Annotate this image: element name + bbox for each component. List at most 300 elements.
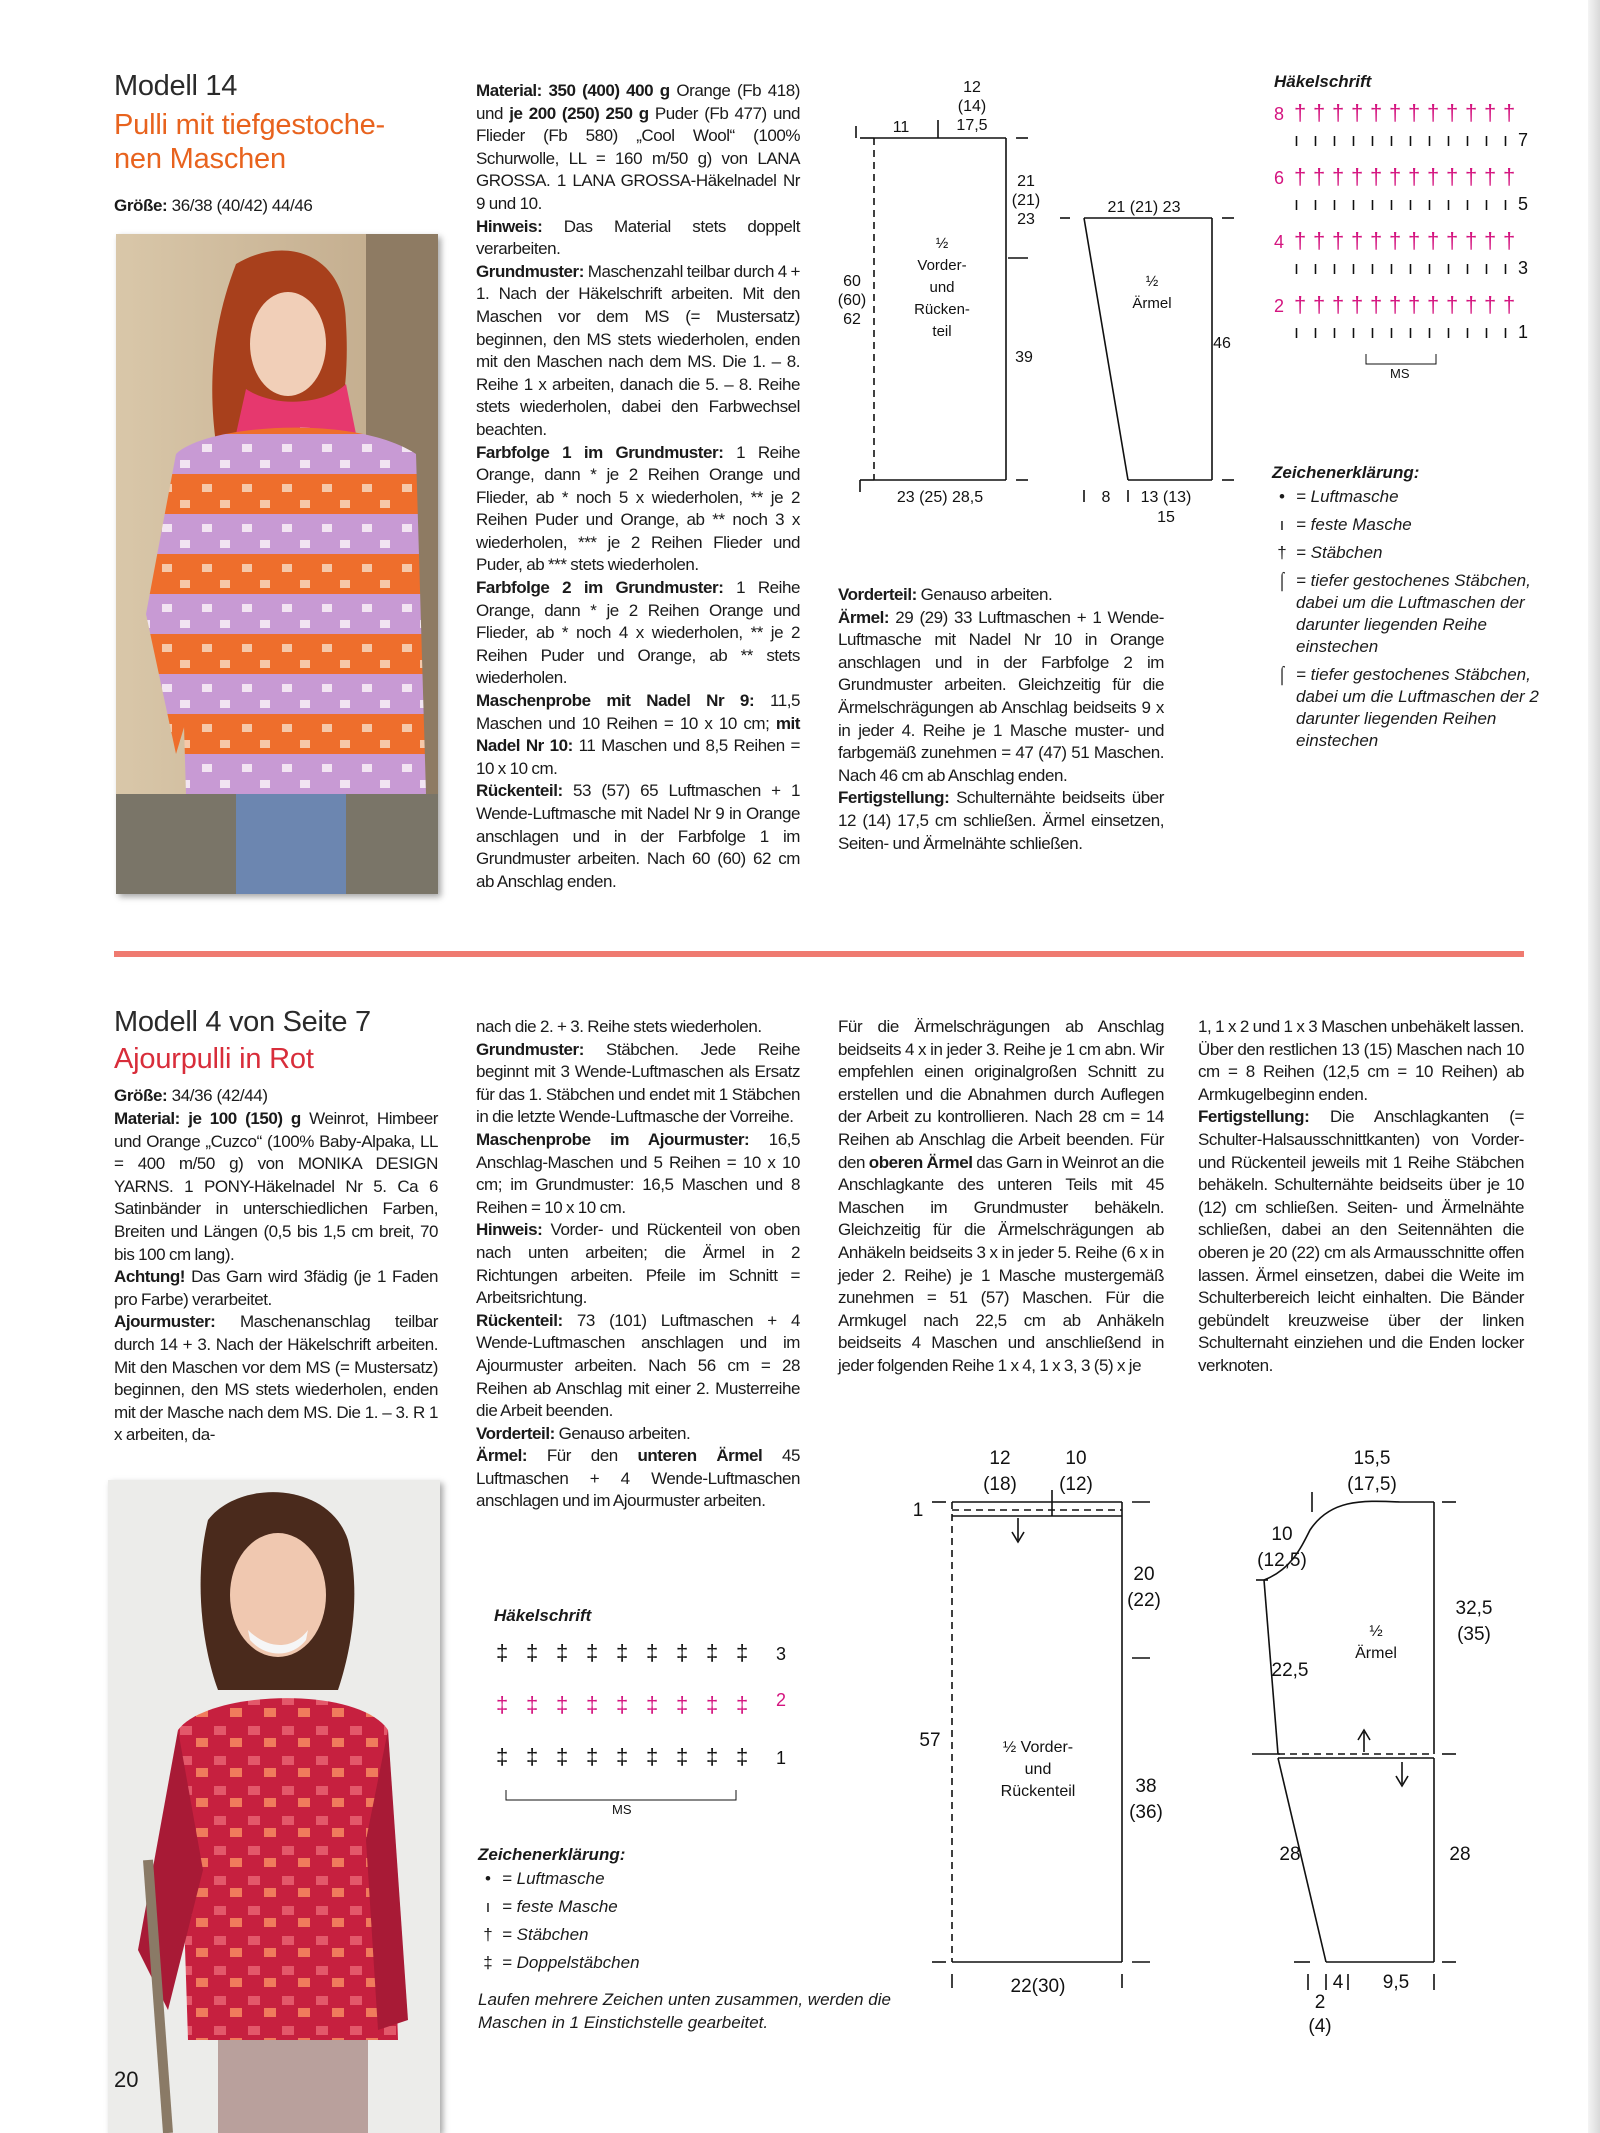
single-crochet-icon: ı [1446,258,1452,278]
body-right-h1: 20 [1133,1564,1155,1585]
single-crochet-icon: ı [1408,322,1414,342]
instruction-heading: Hinweis: [476,1220,543,1240]
modell4-crochet-chart [476,1630,806,1820]
double-crochet-icon: † [1370,100,1383,125]
sleeve-low-l: 28 [1279,1844,1301,1865]
instruction-heading: Fertigstellung: [838,788,950,808]
single-crochet-icon: ı [1279,515,1285,534]
schema-right-h-b: (21) [1011,192,1041,209]
double-crochet-icon: † [1484,228,1497,253]
schema-right-h-a: 21 [1017,173,1035,190]
legend-item [1272,570,1572,658]
part-label-3: Rücken- [914,301,970,318]
legend-item [478,1896,898,1918]
instruction-heading: Farbfolge 2 im Grundmuster: [476,578,724,598]
body-part-label-0: ½ Vorder- [1002,1739,1074,1756]
double-crochet-icon: † [1313,100,1326,125]
single-crochet-icon: ı [1465,194,1471,214]
single-crochet-icon: ı [1294,322,1300,342]
modell4-instructions-col3 [838,1016,1164,1378]
instruction-heading: Ärmel: [476,1446,528,1466]
schema-left-w: 11 [892,119,910,136]
double-crochet-icon: † [1427,164,1440,189]
instruction-heading: Ärmel: [838,607,890,627]
double-crochet-icon: † [1313,228,1326,253]
single-crochet-icon: ı [1389,322,1395,342]
schema-top-a: 12 [963,79,981,96]
legend-item [1272,542,1572,564]
body-top-a2: (18) [983,1474,1017,1495]
instruction-heading: Grundmuster: [476,261,584,281]
instruction-text: das Garn in Weinrot an die Anschlagkante des unteren Teils mit 45 Maschen im Grundmuster behäkeln. Gleichzeitig für die Ärmelschrägungen ab Anhäkeln beidseits 3 x in jeder 5. Reihe (6 x in jeder 2. Reihe) je 1 Masche mustergemäß zunehmen = 51 (57) Maschen. Für die Armkugel nach 22,5 cm ab Anhäkeln beidseits 4 Maschen und anschließend in jeder folgenden Reihe 1 x 4, 1 x 3, 3 (5) x je [838,1152,1165,1375]
modell4-text-block-3 [838,1016,1164,1378]
double-crochet-icon: † [1370,292,1383,317]
chart-row-label: 2 [776,1690,787,1710]
double-crochet-icon: † [1408,228,1421,253]
single-crochet-icon: ı [1446,130,1452,150]
double-crochet-icon: † [1484,100,1497,125]
legend-text: = tiefer gestochenes Stäbchen, dabei um die Luftmaschen der darunter liegenden Reihe einstechen [1296,571,1531,656]
double-crochet-icon: † [1313,164,1326,189]
size-label: Größe: [114,196,168,215]
part-label-2: und [929,279,955,296]
treble-crochet-icon: ‡ [646,1640,659,1665]
double-crochet-icon: † [1294,164,1307,189]
single-crochet-icon: ı [1370,130,1376,150]
modell14-schematic-drawing [830,72,1250,532]
instruction-text: Puder (Fb 477) und Flieder (Fb 580) „Cool Wool“ (100% Schurwolle, LL = 160 m/50 g) von LANA GROSSA. 1 LANA GROSSA-Häkelnadel Nr 9 und 10. [476,103,800,213]
sleeve-bottom-a: 8 [1101,489,1111,506]
part-label-4: teil [932,323,952,340]
double-crochet-icon: † [1332,228,1345,253]
instruction-text: 11 Maschen und 8,5 Reihen = 10 x 10 cm. [476,736,800,778]
instruction-text: nach die 2. + 3. Reihe stets wiederholen. [476,1017,762,1036]
single-crochet-icon: ı [1389,258,1395,278]
treble-crochet-icon: ‡ [556,1744,569,1769]
schema-top-b: (14) [957,98,987,115]
treble-crochet-icon: ‡ [586,1744,599,1769]
modell14-text-block-2 [838,584,1164,855]
modell4-text-block [114,1108,438,1447]
body-top-a: 12 [989,1448,1011,1469]
treble-crochet-icon: ‡ [676,1744,689,1769]
single-crochet-icon: ı [1503,130,1509,150]
double-crochet-icon: † [1389,100,1402,125]
double-crochet-icon: † [1277,543,1287,562]
treble-crochet-icon: ‡ [706,1692,719,1717]
instruction-heading: Material: 350 (400) 400 g [476,81,670,100]
schema-left-h-c: 62 [843,311,861,328]
size-value: 34/36 (42/44) [167,1086,268,1105]
treble-crochet-icon: ‡ [706,1744,719,1769]
double-crochet-icon: † [1465,164,1478,189]
schema-left-h-a: 60 [843,273,861,290]
single-crochet-icon: ı [1370,258,1376,278]
single-crochet-icon: ı [1351,130,1357,150]
modell14-text-block [476,80,800,893]
modell4-photo [108,1480,440,2133]
instruction-text: 1 Reihe Orange, dann * je 2 Reihen Orange und Flieder, ab * noch 5 x wiederholen, ** je 2 Reihen Puder und Orange, ab ** noch 3 x wiederholen, *** je 2 Reihen Flieder und Puder, ab *** stets wiederholen. [476,442,800,575]
double-crochet-icon: † [1465,100,1478,125]
treble-crochet-icon: ‡ [496,1640,509,1665]
double-crochet-icon: † [1389,228,1402,253]
single-crochet-icon: ı [1313,194,1319,214]
instruction-text: 1 Reihe Orange, dann * je 2 Reihen Orange und Flieder, ab * noch 4 x wiederholen, ** je 2 Reihen Puder und Orange, ab ** stets wiederholen. [476,578,800,688]
double-crochet-icon: † [1503,100,1516,125]
legend-text: = tiefer gestochenes Stäbchen, dabei um die Luftmaschen der 2 darunter liegenden Reihen einstechen [1296,665,1539,750]
woman-sweater-photo [116,234,438,894]
sleeve-label-0: ½ [1369,1623,1383,1640]
modell14-legend [1272,462,1572,758]
legend-text: = Stäbchen [502,1925,589,1944]
sleeve-b2: 4 [1332,1972,1344,1993]
modell4-title: Modell 4 von Seite 7 [114,1006,371,1038]
body-right-h1b: (22) [1127,1590,1161,1611]
treble-crochet-icon: ‡ [586,1692,599,1717]
single-crochet-icon: ı [1446,322,1452,342]
chart-row-label: 5 [1518,194,1529,214]
double-crochet-icon: † [1332,292,1345,317]
sleeve-cap-b: (12,5) [1257,1550,1307,1571]
treble-crochet-icon: ‡ [483,1953,493,1972]
modell4-size [114,1086,268,1106]
treble-crochet-icon: ‡ [646,1692,659,1717]
instruction-text: Die Anschlagkanten (= Schulter-Halsausschnittkanten) von Vorder- und Rückenteil jeweils mit 1 Reihe Stäbchen behäkeln. Schulternähte beidseits über je 10 (12) cm schließen. Seiten- und Ärmelnähte schließen, dabei an den Seitennähten die oberen je 20 (22) cm als Armausschnitte offen lassen. Ärmel einsetzen, dabei die Weite im Schulterbereich leicht einhalten. Die Bänder gebündelt kreuzweise über der linken Schulternaht einziehen und die Enden locker verknoten. [1198,1107,1524,1375]
instruction-text: Genauso arbeiten. [916,585,1053,604]
single-crochet-icon: ı [1313,258,1319,278]
double-crochet-icon: † [1351,164,1364,189]
single-crochet-icon: ı [1427,322,1433,342]
legend-text: = feste Masche [502,1897,618,1916]
modell4-instructions-col2 [476,1016,800,1513]
treble-crochet-icon: ‡ [736,1692,749,1717]
single-crochet-icon: ı [1313,322,1319,342]
single-crochet-icon: ı [1408,258,1414,278]
chart-row-label: 2 [1274,296,1285,316]
instruction-text: Für den [527,1446,638,1466]
modell14-photo [116,234,438,894]
modell4-instructions-col1 [114,1108,438,1447]
double-crochet-icon: † [483,1925,493,1944]
legend-item [478,1868,898,1890]
chart-row-label: 1 [1518,322,1529,342]
instruction-heading: Vorderteil: [476,1423,555,1443]
single-crochet-icon: ı [1484,130,1490,150]
instruction-text: 1, 1 x 2 und 1 x 3 Maschen unbehäkelt lassen. Über den restlichen 13 (15) Maschen nach 10 cm = 8 Reihen (12,5 cm = 10 Reihen) ab Armkugelbeginn enden. [1198,1017,1524,1104]
modell4-body-schematic-drawing [900,1440,1180,2040]
body-top-b2: (12) [1059,1474,1093,1495]
instruction-text: Maschenanschlag teilbar durch 14 + 3. Nach der Häkelschrift arbeiten. Mit den Maschen vor dem MS (= Mustersatz) beginnen, den MS stets wiederholen, enden mit der Masche nach dem MS. Die 1. – 3. R 1 x arbeiten, da- [114,1312,438,1445]
double-crochet-icon: † [1446,164,1459,189]
double-crochet-icon: † [1446,292,1459,317]
legend-item [478,1952,898,1974]
double-crochet-icon: † [1294,228,1307,253]
repeat-bracket [1366,354,1436,364]
single-crochet-icon: ı [1427,194,1433,214]
modell14-chart-title: Häkelschrift [1274,72,1372,91]
instruction-heading: Material: je 100 (150) g [114,1109,301,1128]
modell4-text-block-2 [476,1016,800,1513]
single-crochet-icon: ı [1332,258,1338,278]
legend-title: Zeichenerklärung: [478,1845,626,1864]
body-left-h: 57 [919,1730,941,1751]
section-divider [114,951,1524,957]
instruction-text: 53 (57) 65 Luftmaschen + 1 Wende-Luftmasche mit Nadel Nr 9 in Orange anschlagen und in der Farbfolge 1 im Grundmuster arbeiten. Nach 60 (60) 62 cm ab Anschlag enden. [476,781,800,891]
sleeve-h1: 32,5 [1455,1598,1493,1619]
double-crochet-icon: † [1370,228,1383,253]
sleeve-b1: 2 [1314,1992,1326,2013]
modell4-sleeve-schematic [1250,1440,1540,2040]
modell4-instructions-col4 [1198,1016,1524,1378]
body-top-b: 10 [1065,1448,1087,1469]
body-right-h2: 38 [1135,1776,1157,1797]
instruction-text: Stäbchen. Jede Reihe beginnt mit 3 Wende-Luftmaschen als Ersatz für das 1. Stäbchen und endet mit 1 Stäbchen in die letzte Wende-Luftmasche der Vorreihe. [476,1039,800,1127]
double-crochet-icon: † [1465,292,1478,317]
part-label-0: ½ [935,235,949,252]
instruction-text: Schulternähte beidseits über 12 (14) 17,5 cm schließen. Ärmel einsetzen, Seiten- und Ärmelnähte schließen. [838,788,1164,853]
repeat-label: MS [1390,366,1410,381]
instruction-text: Vorder- und Rückenteil von oben nach unten arbeiten; die Ärmel in 2 Richtungen arbeiten. Pfeile im Schnitt = Arbeitsrichtung. [476,1220,800,1308]
single-crochet-icon: ı [485,1897,491,1916]
treble-crochet-icon: ‡ [676,1640,689,1665]
instruction-text: Genauso arbeiten. [554,1423,691,1443]
single-crochet-icon: ı [1351,322,1357,342]
single-crochet-icon: ı [1465,322,1471,342]
modell14-subtitle [114,108,385,176]
treble-crochet-icon: ‡ [526,1640,539,1665]
modell4-legend [478,1844,898,2034]
chart-row-label: 6 [1274,168,1285,188]
part-label-1: Vorder- [917,257,967,274]
double-crochet-icon: † [1465,228,1478,253]
sleeve-label-1: Ärmel [1355,1645,1397,1662]
treble-crochet-icon: ‡ [556,1640,569,1665]
legend-item [1272,664,1572,752]
modell4-body-schematic [900,1440,1180,2040]
instruction-heading: Rückenteil: [476,781,563,801]
deeper-stitch-icon: ⌠ [1276,665,1288,684]
double-crochet-icon: † [1389,164,1402,189]
body-bottom-w: 22(30) [1010,1976,1066,1997]
modell14-instructions-col2 [838,584,1164,855]
single-crochet-icon: ı [1351,258,1357,278]
treble-crochet-icon: ‡ [616,1744,629,1769]
treble-crochet-icon: ‡ [736,1640,749,1665]
chart-row-label: 1 [776,1748,787,1768]
legend-item [1272,486,1572,508]
legend-note: Laufen mehrere Zeichen unten zusammen, werden die Maschen in 1 Einstichstelle gearbeitet. [478,1990,891,2032]
legend-text: = Stäbchen [1296,543,1383,562]
single-crochet-icon: ı [1389,130,1395,150]
instruction-text: Das Material stets doppelt verarbeiten. [476,216,800,259]
modell4-sleeve-schematic-drawing [1250,1440,1540,2040]
treble-crochet-icon: ‡ [616,1640,629,1665]
double-crochet-icon: † [1503,228,1516,253]
instruction-text: 29 (29) 33 Luftmaschen + 1 Wende-Luftmasche mit Nadel Nr 10 in Orange anschlagen und in der Farbfolge 2 im Grundmuster arbeiten. Gleichzeitig für die Ärmelschrägungen ab Anschlag beidseits 9 x in jeder 4. Reihe je 1 Masche muster- und farbgemäß zunehmen = 47 (47) 51 Maschen. Nach 46 cm ab Anschlag enden. [838,607,1164,785]
single-crochet-icon: ı [1427,258,1433,278]
sleeve-low-r: 28 [1449,1844,1471,1865]
chart-row-label: 4 [1274,232,1285,252]
legend-title: Zeichenerklärung: [1272,463,1420,482]
single-crochet-icon: ı [1484,194,1490,214]
instruction-text: Orange (Fb 418) und [476,81,800,123]
instruction-text: 16,5 Anschlag-Maschen und 5 Reihen = 10 x 10 cm; im Grundmuster: 16,5 Maschen und 8 Reihen = 10 x 10 cm. [476,1129,801,1217]
repeat-bracket [506,1790,736,1800]
body-part-label-2: Rückenteil [1000,1783,1076,1800]
legend-text: = feste Masche [1296,515,1412,534]
legend-item [1272,514,1572,536]
double-crochet-icon: † [1408,292,1421,317]
double-crochet-icon: † [1408,100,1421,125]
treble-crochet-icon: ‡ [706,1640,719,1665]
modell4-subtitle: Ajourpulli in Rot [114,1043,314,1075]
modell14-subtitle-line1: Pulli mit tiefgestoche- [114,109,386,141]
single-crochet-icon: ı [1351,194,1357,214]
sleeve-label-0: ½ [1145,273,1159,290]
modell14-subtitle-line2: nen Maschen [114,143,286,175]
double-crochet-icon: † [1370,164,1383,189]
double-crochet-icon: † [1313,292,1326,317]
double-crochet-icon: † [1484,292,1497,317]
sleeve-top: 21 (21) 23 [1107,199,1181,216]
treble-crochet-icon: ‡ [556,1692,569,1717]
modell14-instructions-col1 [476,80,800,893]
double-crochet-icon: † [1446,100,1459,125]
instruction-text: Weinrot, Himbeer und Orange „Cuzco“ (100% Baby-Alpaka, LL = 400 m/50 g) von MONIKA DESIGN YARNS. 1 PONY-Häkelnadel Nr 5. Ca 6 Satinbänder in unterschiedlichen Farben, Breiten und Längen (0,5 bis 1,5 cm breit, 70 bis 100 cm lang). [114,1109,438,1264]
schema-bottom-w: 23 (25) 28,5 [896,489,984,506]
instruction-text: Für die Ärmelschrägungen ab Anschlag beidseits 4 x in jeder 3. Reihe je 1 cm abn. Wir empfehlen einen originalgroßen Schnitt zu erstellen und die Abnahmen durch Auflegen der Arbeit zu kontrollieren. Nach 28 cm = 14 Reihen ab Anschlag die Arbeit beenden. Für den [838,1017,1164,1172]
schema-top-c: 17,5 [956,117,988,134]
sleeve-bottom-b: 13 (13) [1140,489,1192,506]
double-crochet-icon: † [1294,100,1307,125]
sleeve-bottom-c: 15 [1157,509,1175,526]
instruction-heading: Maschenprobe im Ajourmuster: [476,1129,750,1149]
instruction-heading: Achtung! [114,1267,185,1287]
double-crochet-icon: † [1351,228,1364,253]
double-crochet-icon: † [1351,292,1364,317]
chain-icon: • [1279,487,1285,506]
single-crochet-icon: ı [1294,130,1300,150]
single-crochet-icon: ı [1332,194,1338,214]
instruction-heading: Fertigstellung: [1198,1107,1310,1127]
sleeve-up: 22,5 [1271,1660,1309,1681]
instruction-text: 73 (101) Luftmaschen + 4 Wende-Luftmaschen anschlagen und im Ajourmuster arbeiten. Nach 56 cm = 28 Reihen ab Anschlag mit einer 2. Musterreihe die Arbeit beenden. [476,1310,800,1421]
double-crochet-icon: † [1484,164,1497,189]
single-crochet-icon: ı [1389,194,1395,214]
chart-row-label: 8 [1274,104,1285,124]
double-crochet-icon: † [1503,164,1516,189]
single-crochet-icon: ı [1503,258,1509,278]
instruction-heading: Vorderteil: [838,585,917,604]
sleeve-h: 46 [1213,335,1231,352]
single-crochet-icon: ı [1332,322,1338,342]
double-crochet-icon: † [1389,292,1402,317]
double-crochet-icon: † [1427,292,1440,317]
single-crochet-icon: ı [1484,258,1490,278]
legend-text: = Luftmasche [502,1869,605,1888]
single-crochet-icon: ı [1370,322,1376,342]
modell4-crochet-chart-drawing [476,1630,806,1820]
single-crochet-icon: ı [1446,194,1452,214]
double-crochet-icon: † [1503,292,1516,317]
single-crochet-icon: ı [1408,130,1414,150]
treble-crochet-icon: ‡ [616,1692,629,1717]
legend-item [478,1924,898,1946]
single-crochet-icon: ı [1332,130,1338,150]
instruction-heading: Hinweis: [476,216,543,236]
modell14-size [114,196,312,216]
modell4-chart-title: Häkelschrift [494,1606,592,1625]
deep-stitch-icon: ⌠ [1276,571,1288,590]
instruction-text: Das Garn wird 3fädig (je 1 Faden pro Farbe) verarbeitet. [114,1267,438,1309]
chart-row-label: 3 [776,1644,787,1664]
modell4-text-block-4 [1198,1016,1524,1378]
modell14-schematic [830,72,1250,532]
double-crochet-icon: † [1351,100,1364,125]
instruction-text: Maschenzahl teilbar durch 4 + 1. Nach der Häkelschrift arbeiten. Mit den Maschen vor dem MS (= Mustersatz) beginnen, den MS stets wiederholen, enden mit den Maschen nach dem MS. Die 1. – 8. Reihe 1 x arbeiten, danach die 5. – 8. Reihe stets wiederholen, dabei den Farbwechsel beachten. [476,261,800,439]
double-crochet-icon: † [1446,228,1459,253]
chart-row-label: 7 [1518,130,1529,150]
legend-text: = Doppelstäbchen [502,1953,640,1972]
double-crochet-icon: † [1294,292,1307,317]
schema-left-h-b: (60) [837,292,867,309]
body-row1: 1 [912,1500,924,1521]
schema-right-h-c: 23 [1017,211,1035,228]
single-crochet-icon: ı [1465,258,1471,278]
single-crochet-icon: ı [1294,194,1300,214]
single-crochet-icon: ı [1484,322,1490,342]
sleeve-b1b: (4) [1308,2016,1332,2037]
instruction-heading: Grundmuster: [476,1039,584,1059]
schema-lower-h: 39 [1015,349,1033,366]
treble-crochet-icon: ‡ [526,1744,539,1769]
instruction-heading: Rückenteil: [476,1310,563,1330]
treble-crochet-icon: ‡ [586,1640,599,1665]
single-crochet-icon: ı [1427,130,1433,150]
single-crochet-icon: ı [1370,194,1376,214]
page-number: 20 [114,2067,139,2092]
legend-text: = Luftmasche [1296,487,1399,506]
single-crochet-icon: ı [1503,194,1509,214]
chain-icon: • [485,1869,491,1888]
sleeve-top: 15,5 [1353,1448,1391,1469]
instruction-heading: Farbfolge 1 im Grundmuster: [476,442,724,462]
instruction-heading: je 200 (250) 250 g [509,103,649,123]
single-crochet-icon: ı [1465,130,1471,150]
sleeve-label-1: Ärmel [1132,295,1172,312]
modell14-crochet-chart-drawing [1266,92,1536,382]
treble-crochet-icon: ‡ [496,1744,509,1769]
instruction-heading: oberen Ärmel [868,1152,973,1172]
instruction-text: 11,5 Maschen und 10 Reihen = 10 x 10 cm; [476,691,800,733]
treble-crochet-icon: ‡ [736,1744,749,1769]
woman-red-sweater-photo [108,1480,440,2133]
size-label: Größe: [114,1086,168,1105]
double-crochet-icon: † [1427,228,1440,253]
single-crochet-icon: ı [1408,194,1414,214]
instruction-heading: Ajourmuster: [114,1312,216,1332]
chart-row-label: 3 [1518,258,1529,278]
treble-crochet-icon: ‡ [646,1744,659,1769]
sleeve-top2: (17,5) [1347,1474,1397,1495]
double-crochet-icon: † [1332,164,1345,189]
sleeve-b3: 9,5 [1382,1972,1410,1993]
body-right-h2b: (36) [1129,1802,1163,1823]
repeat-label: MS [612,1802,632,1817]
page-edge [1588,0,1600,2133]
instruction-heading: Maschenprobe mit Nadel Nr 9: [476,691,755,711]
single-crochet-icon: ı [1313,130,1319,150]
